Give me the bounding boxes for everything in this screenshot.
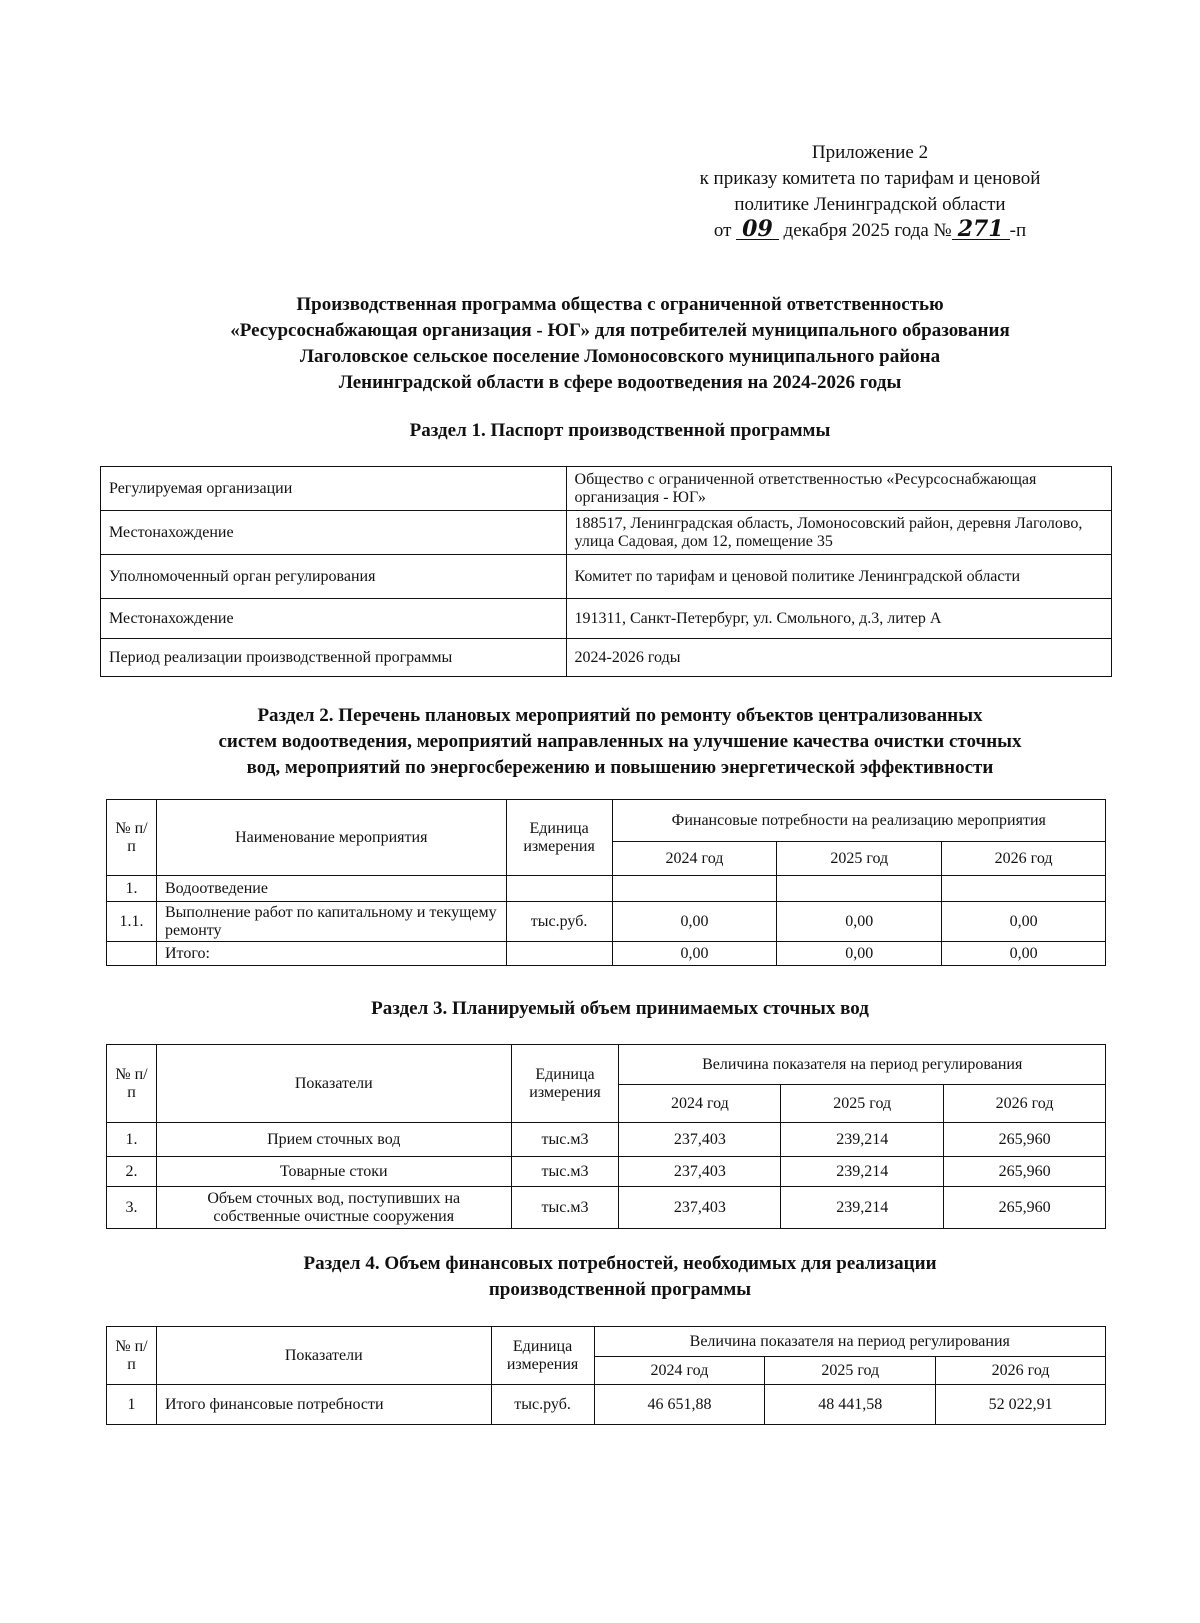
passport-label: Уполномоченный орган регулирования bbox=[101, 555, 567, 599]
passport-label: Местонахождение bbox=[101, 511, 567, 555]
cell-name: Прием сточных вод bbox=[156, 1123, 511, 1157]
header-year-2025: 2025 год bbox=[781, 1085, 944, 1123]
passport-value: 188517, Ленинградская область, Ломоносовский район, деревня Лаголово, улица Садовая, дом 12, помещение 35 bbox=[566, 511, 1111, 555]
cell-2026: 0,00 bbox=[942, 942, 1106, 966]
header-group: Величина показателя на период регулирования bbox=[594, 1327, 1105, 1357]
document-title bbox=[100, 292, 1140, 396]
cell-2026 bbox=[942, 876, 1106, 902]
cell-2024: 237,403 bbox=[619, 1157, 781, 1187]
table-row bbox=[107, 942, 1106, 966]
table-row bbox=[101, 555, 1112, 599]
table-row bbox=[107, 876, 1106, 902]
header-year-2024: 2024 год bbox=[619, 1085, 781, 1123]
annex-line-3: политике Ленинградской области bbox=[734, 194, 1006, 215]
header-name: Показатели bbox=[156, 1327, 491, 1385]
header-year-2024: 2024 год bbox=[612, 842, 777, 876]
cell-name: Объем сточных вод, поступивших на собственные очистные сооружения bbox=[156, 1187, 511, 1229]
cell-unit bbox=[506, 942, 612, 966]
cell-name: Выполнение работ по капитальному и текущему ремонту bbox=[156, 902, 506, 942]
header-year-2026: 2026 год bbox=[944, 1085, 1106, 1123]
section3-heading: Раздел 3. Планируемый объем принимаемых сточных вод bbox=[371, 998, 869, 1019]
cell-num: 1 bbox=[107, 1385, 157, 1425]
header-year-2024: 2024 год bbox=[594, 1357, 765, 1385]
passport-table bbox=[100, 466, 1112, 677]
cell-unit: тыс.м3 bbox=[511, 1157, 619, 1187]
section2-heading-line-1: Раздел 2. Перечень плановых мероприятий по ремонту объектов централизованных bbox=[257, 705, 983, 726]
table-row bbox=[101, 639, 1112, 677]
section2-heading-line-2: систем водоотведения, мероприятий направленных на улучшение качества очистки сточных bbox=[218, 731, 1022, 752]
cell-2025: 239,214 bbox=[781, 1123, 944, 1157]
cell-unit: тыс.м3 bbox=[511, 1123, 619, 1157]
passport-value: Общество с ограниченной ответственностью «Ресурсоснабжающая организация - ЮГ» bbox=[566, 467, 1111, 511]
cell-2024: 46 651,88 bbox=[594, 1385, 765, 1425]
cell-num: 1. bbox=[107, 876, 157, 902]
cell-2025: 0,00 bbox=[777, 942, 942, 966]
financial-needs-table bbox=[106, 1326, 1106, 1425]
table-row bbox=[101, 511, 1112, 555]
cell-2024: 0,00 bbox=[612, 902, 777, 942]
header-group: Величина показателя на период регулирования bbox=[619, 1045, 1106, 1085]
table-row bbox=[101, 599, 1112, 639]
title-line-4: Ленинградской области в сфере водоотведения на 2024-2026 годы bbox=[338, 372, 902, 393]
cell-2026: 265,960 bbox=[944, 1123, 1106, 1157]
annex-date-line bbox=[640, 218, 1100, 244]
table-header-row bbox=[107, 1045, 1106, 1085]
passport-label: Регулируемая организации bbox=[101, 467, 567, 511]
cell-2024: 0,00 bbox=[612, 942, 777, 966]
cell-name: Итого: bbox=[156, 942, 506, 966]
cell-2026: 52 022,91 bbox=[936, 1385, 1106, 1425]
cell-num: 1.1. bbox=[107, 902, 157, 942]
header-unit: Единица измерения bbox=[491, 1327, 594, 1385]
passport-value: Комитет по тарифам и ценовой политике Ленинградской области bbox=[566, 555, 1111, 599]
annex-line-2: к приказу комитета по тарифам и ценовой bbox=[699, 168, 1041, 189]
annex-date-prefix: от bbox=[713, 220, 732, 241]
cell-name: Итого финансовые потребности bbox=[156, 1385, 491, 1425]
title-line-3: Лаголовское сельское поселение Ломоносовского муниципального района bbox=[299, 346, 941, 367]
annex-date-middle: декабря 2025 года № bbox=[783, 220, 952, 241]
passport-label: Период реализации производственной программы bbox=[101, 639, 567, 677]
header-name: Наименование мероприятия bbox=[156, 800, 506, 876]
title-line-1: Производственная программа общества с ограниченной ответственностью bbox=[296, 294, 944, 315]
table-row bbox=[101, 467, 1112, 511]
table-row bbox=[107, 1385, 1106, 1425]
section2-heading-line-3: вод, мероприятий по энергосбережению и повышению энергетической эффективности bbox=[246, 757, 994, 778]
cell-2025: 239,214 bbox=[781, 1187, 944, 1229]
header-unit: Единица измерения bbox=[511, 1045, 619, 1123]
wastewater-volume-table bbox=[106, 1044, 1106, 1229]
cell-unit: тыс.м3 bbox=[511, 1187, 619, 1229]
table-row bbox=[107, 902, 1106, 942]
section4-heading-line-1: Раздел 4. Объем финансовых потребностей, необходимых для реализации bbox=[303, 1253, 937, 1274]
cell-2025: 239,214 bbox=[781, 1157, 944, 1187]
header-name: Показатели bbox=[156, 1045, 511, 1123]
table-row bbox=[107, 1187, 1106, 1229]
cell-2026: 0,00 bbox=[942, 902, 1106, 942]
cell-num: 1. bbox=[107, 1123, 157, 1157]
cell-2025: 48 441,58 bbox=[765, 1385, 936, 1425]
annex-number-handwritten: 271 bbox=[952, 219, 1010, 240]
cell-2025 bbox=[777, 876, 942, 902]
cell-unit: тыс.руб. bbox=[491, 1385, 594, 1425]
table-row bbox=[107, 1157, 1106, 1187]
section2-heading bbox=[100, 703, 1140, 781]
cell-2024 bbox=[612, 876, 777, 902]
cell-unit bbox=[506, 876, 612, 902]
header-group: Финансовые потребности на реализацию мероприятия bbox=[612, 800, 1105, 842]
cell-2025: 0,00 bbox=[777, 902, 942, 942]
section1-heading: Раздел 1. Паспорт производственной программы bbox=[409, 420, 831, 441]
passport-label: Местонахождение bbox=[101, 599, 567, 639]
annex-line-1: Приложение 2 bbox=[811, 142, 929, 163]
header-num: № п/п bbox=[107, 800, 157, 876]
measures-table bbox=[106, 799, 1106, 966]
passport-value: 191311, Санкт-Петербург, ул. Смольного, д.3, литер А bbox=[566, 599, 1111, 639]
annex-number-suffix: -п bbox=[1009, 220, 1027, 241]
header-year-2026: 2026 год bbox=[936, 1357, 1106, 1385]
cell-unit: тыс.руб. bbox=[506, 902, 612, 942]
header-year-2026: 2026 год bbox=[942, 842, 1106, 876]
header-num: № п/п bbox=[107, 1327, 157, 1385]
cell-name: Товарные стоки bbox=[156, 1157, 511, 1187]
cell-name: Водоотведение bbox=[156, 876, 506, 902]
table-header-row bbox=[107, 800, 1106, 842]
annex-block bbox=[640, 140, 1100, 244]
header-year-2025: 2025 год bbox=[777, 842, 942, 876]
section4-heading bbox=[100, 1251, 1140, 1303]
annex-day-handwritten: 09 bbox=[736, 219, 779, 240]
cell-2026: 265,960 bbox=[944, 1157, 1106, 1187]
cell-num bbox=[107, 942, 157, 966]
table-row bbox=[107, 1123, 1106, 1157]
header-num: № п/п bbox=[107, 1045, 157, 1123]
cell-num: 3. bbox=[107, 1187, 157, 1229]
title-line-2: «Ресурсоснабжающая организация - ЮГ» для потребителей муниципального образования bbox=[230, 320, 1010, 341]
header-unit: Единица измерения bbox=[506, 800, 612, 876]
section4-heading-line-2: производственной программы bbox=[488, 1279, 752, 1300]
cell-2024: 237,403 bbox=[619, 1123, 781, 1157]
table-header-row bbox=[107, 1327, 1106, 1357]
passport-value: 2024-2026 годы bbox=[566, 639, 1111, 677]
cell-num: 2. bbox=[107, 1157, 157, 1187]
cell-2024: 237,403 bbox=[619, 1187, 781, 1229]
cell-2026: 265,960 bbox=[944, 1187, 1106, 1229]
header-year-2025: 2025 год bbox=[765, 1357, 936, 1385]
